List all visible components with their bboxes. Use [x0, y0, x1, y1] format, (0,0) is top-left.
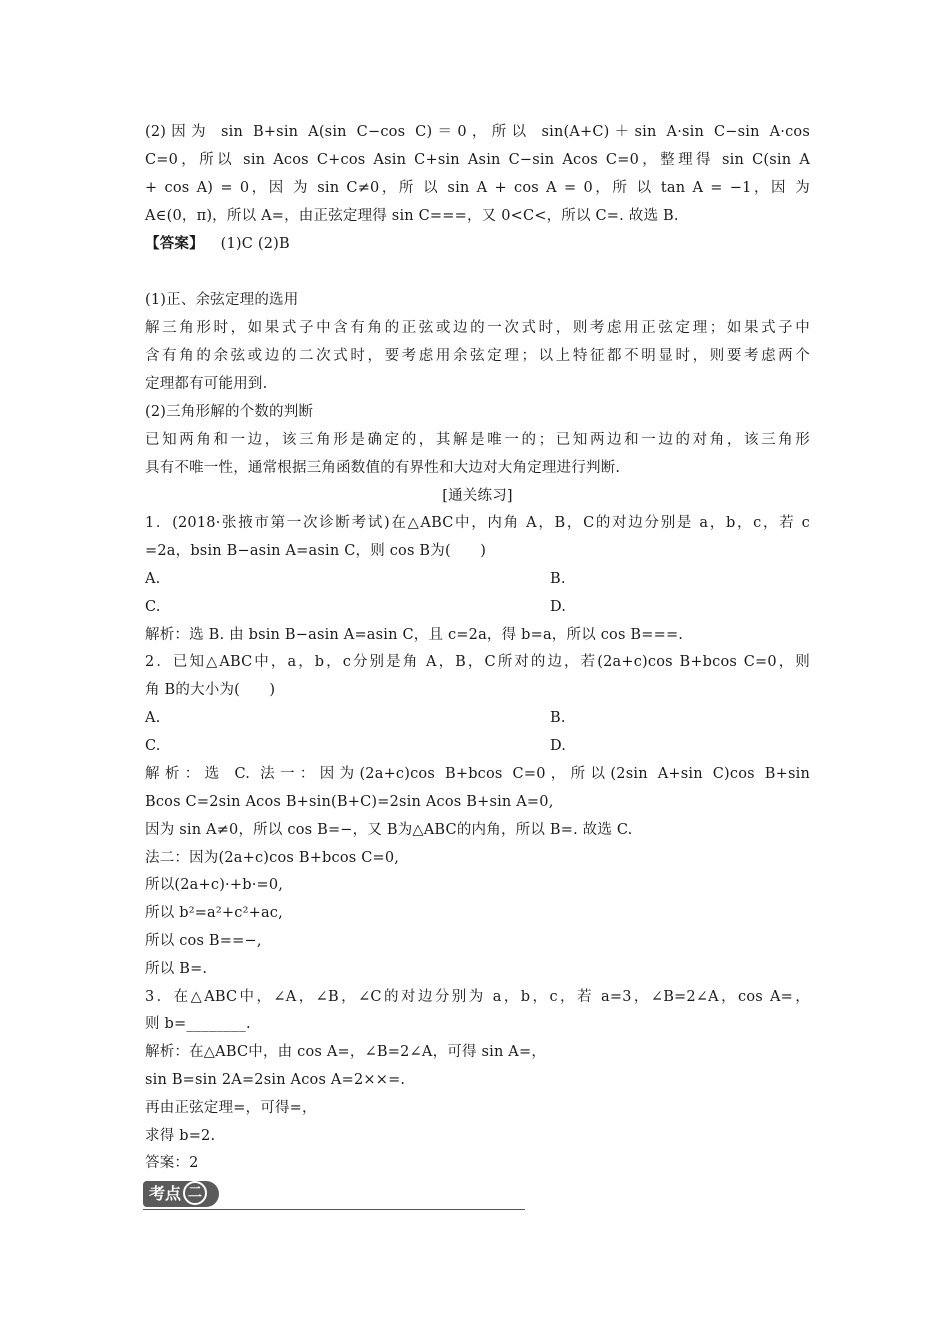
q2-option-b: B.	[550, 710, 566, 726]
summary-line: 具有不唯一性，通常根据三角函数值的有界性和大边对大角定理进行判断.	[145, 460, 621, 476]
answer-value: (1)C (2)B	[220, 236, 290, 252]
summary-line: 已知两角和一边，该三角形是确定的，其解是唯一的；已知两边和一边的对角，该三角形	[145, 432, 810, 448]
q1-option-d: D.	[550, 599, 567, 615]
q3-solution: 解析：在△ABC中，由 cos A=，∠B=2∠A，可得 sin A=，	[145, 1044, 547, 1060]
summary-line: 含有角的余弦或边的二次式时，要考虑用余弦定理；以上特征都不明显时，则要考虑两个	[145, 348, 810, 364]
section-badge	[143, 1181, 525, 1211]
solution-line: + cos A) = 0，因 为 sin C≠0，所 以 sin A + cos A = 0，所 以 tan A = −1，因 为	[145, 180, 810, 196]
summary-line: 定理都有可能用到.	[145, 376, 268, 392]
q2-solution: 所以 cos B==−,	[145, 933, 262, 949]
q3-solution: sin B=sin 2A=2sin Acos A=2××=.	[145, 1072, 406, 1088]
section-divider	[143, 1209, 525, 1210]
badge-text: 考点	[149, 1184, 182, 1203]
q1-option-c: C.	[145, 599, 161, 615]
q1-option-a: A.	[145, 571, 161, 587]
q1-option-b: B.	[550, 571, 566, 587]
q3-stem: 3．在△ABC中，∠A，∠B，∠C的对边分别为 a，b，c，若 a=3，∠B=2∠A，cos A=，	[145, 989, 810, 1005]
q3-solution: 再由正弦定理=，可得=，	[145, 1100, 317, 1116]
q3-solution: 求得 b=2.	[145, 1128, 216, 1144]
answer-line	[145, 234, 810, 254]
kaodian-badge	[143, 1181, 219, 1207]
q2-solution: 所以 b²=a²+c²+ac,	[145, 905, 283, 921]
q1-stem: =2a，bsin B−asin A=asin C，则 cos B为( )	[145, 543, 487, 559]
q2-solution: 所以 B=.	[145, 961, 208, 977]
q1-solution: 解析：选 B. 由 bsin B−asin A=asin C，且 c=2a，得 b=a，所以 cos B===.	[145, 627, 684, 643]
q2-solution: 因为 sin A≠0，所以 cos B=−，又 B为△ABC的内角，所以 B=. 故选 C.	[145, 822, 633, 838]
answer-label: 【答案】	[145, 235, 204, 252]
q2-solution: 解析：选 C. 法一：因为(2a+c)cos B+bcos C=0，所以(2sin A+sin C)cos B+sin	[145, 766, 810, 782]
solution-line: C=0，所以 sin Acos C+cos Asin C+sin Asin C−sin Acos C=0，整理得 sin C(sin A	[145, 152, 810, 168]
q2-solution: 所以(2a+c)·+b·=0,	[145, 877, 284, 893]
q2-option-d: D.	[550, 738, 567, 754]
q3-stem: 则 b=________.	[145, 1016, 251, 1032]
q1-stem: 1．(2018·张掖市第一次诊断考试)在△ABC中，内角 A，B，C的对边分别是 a，b，c，若 c	[145, 515, 810, 531]
summary-line: 解三角形时，如果式子中含有角的正弦或边的一次式时，则考虑用正弦定理；如果式子中	[145, 320, 810, 336]
q2-stem: 2．已知△ABC中，a，b，c分别是角 A，B，C所对的边，若(2a+c)cos B+bcos C=0，则	[145, 654, 810, 670]
q2-option-c: C.	[145, 738, 161, 754]
solution-line: A∈(0，π)，所以 A=，由正弦定理得 sin C===，又 0<C<，所以 C=. 故选 B.	[145, 208, 679, 224]
solution-line: (2)因为 sin B+sin A(sin C−cos C)＝0，所以 sin(A+C)＋sin A·sin C−sin A·cos	[145, 124, 810, 140]
q2-solution: 法二：因为(2a+c)cos B+bcos C=0,	[145, 850, 400, 866]
badge-number: 二	[183, 1181, 207, 1205]
summary-heading: (2)三角形解的个数的判断	[145, 404, 314, 420]
q2-option-a: A.	[145, 710, 161, 726]
q3-answer: 答案：2	[145, 1155, 199, 1171]
q2-solution: Bcos C=2sin Acos B+sin(B+C)=2sin Acos B+sin A=0,	[145, 794, 554, 810]
summary-heading: (1)正、余弦定理的选用	[145, 292, 299, 308]
practice-title: [通关练习]	[442, 488, 513, 504]
q2-stem: 角 B的大小为( )	[145, 682, 276, 698]
